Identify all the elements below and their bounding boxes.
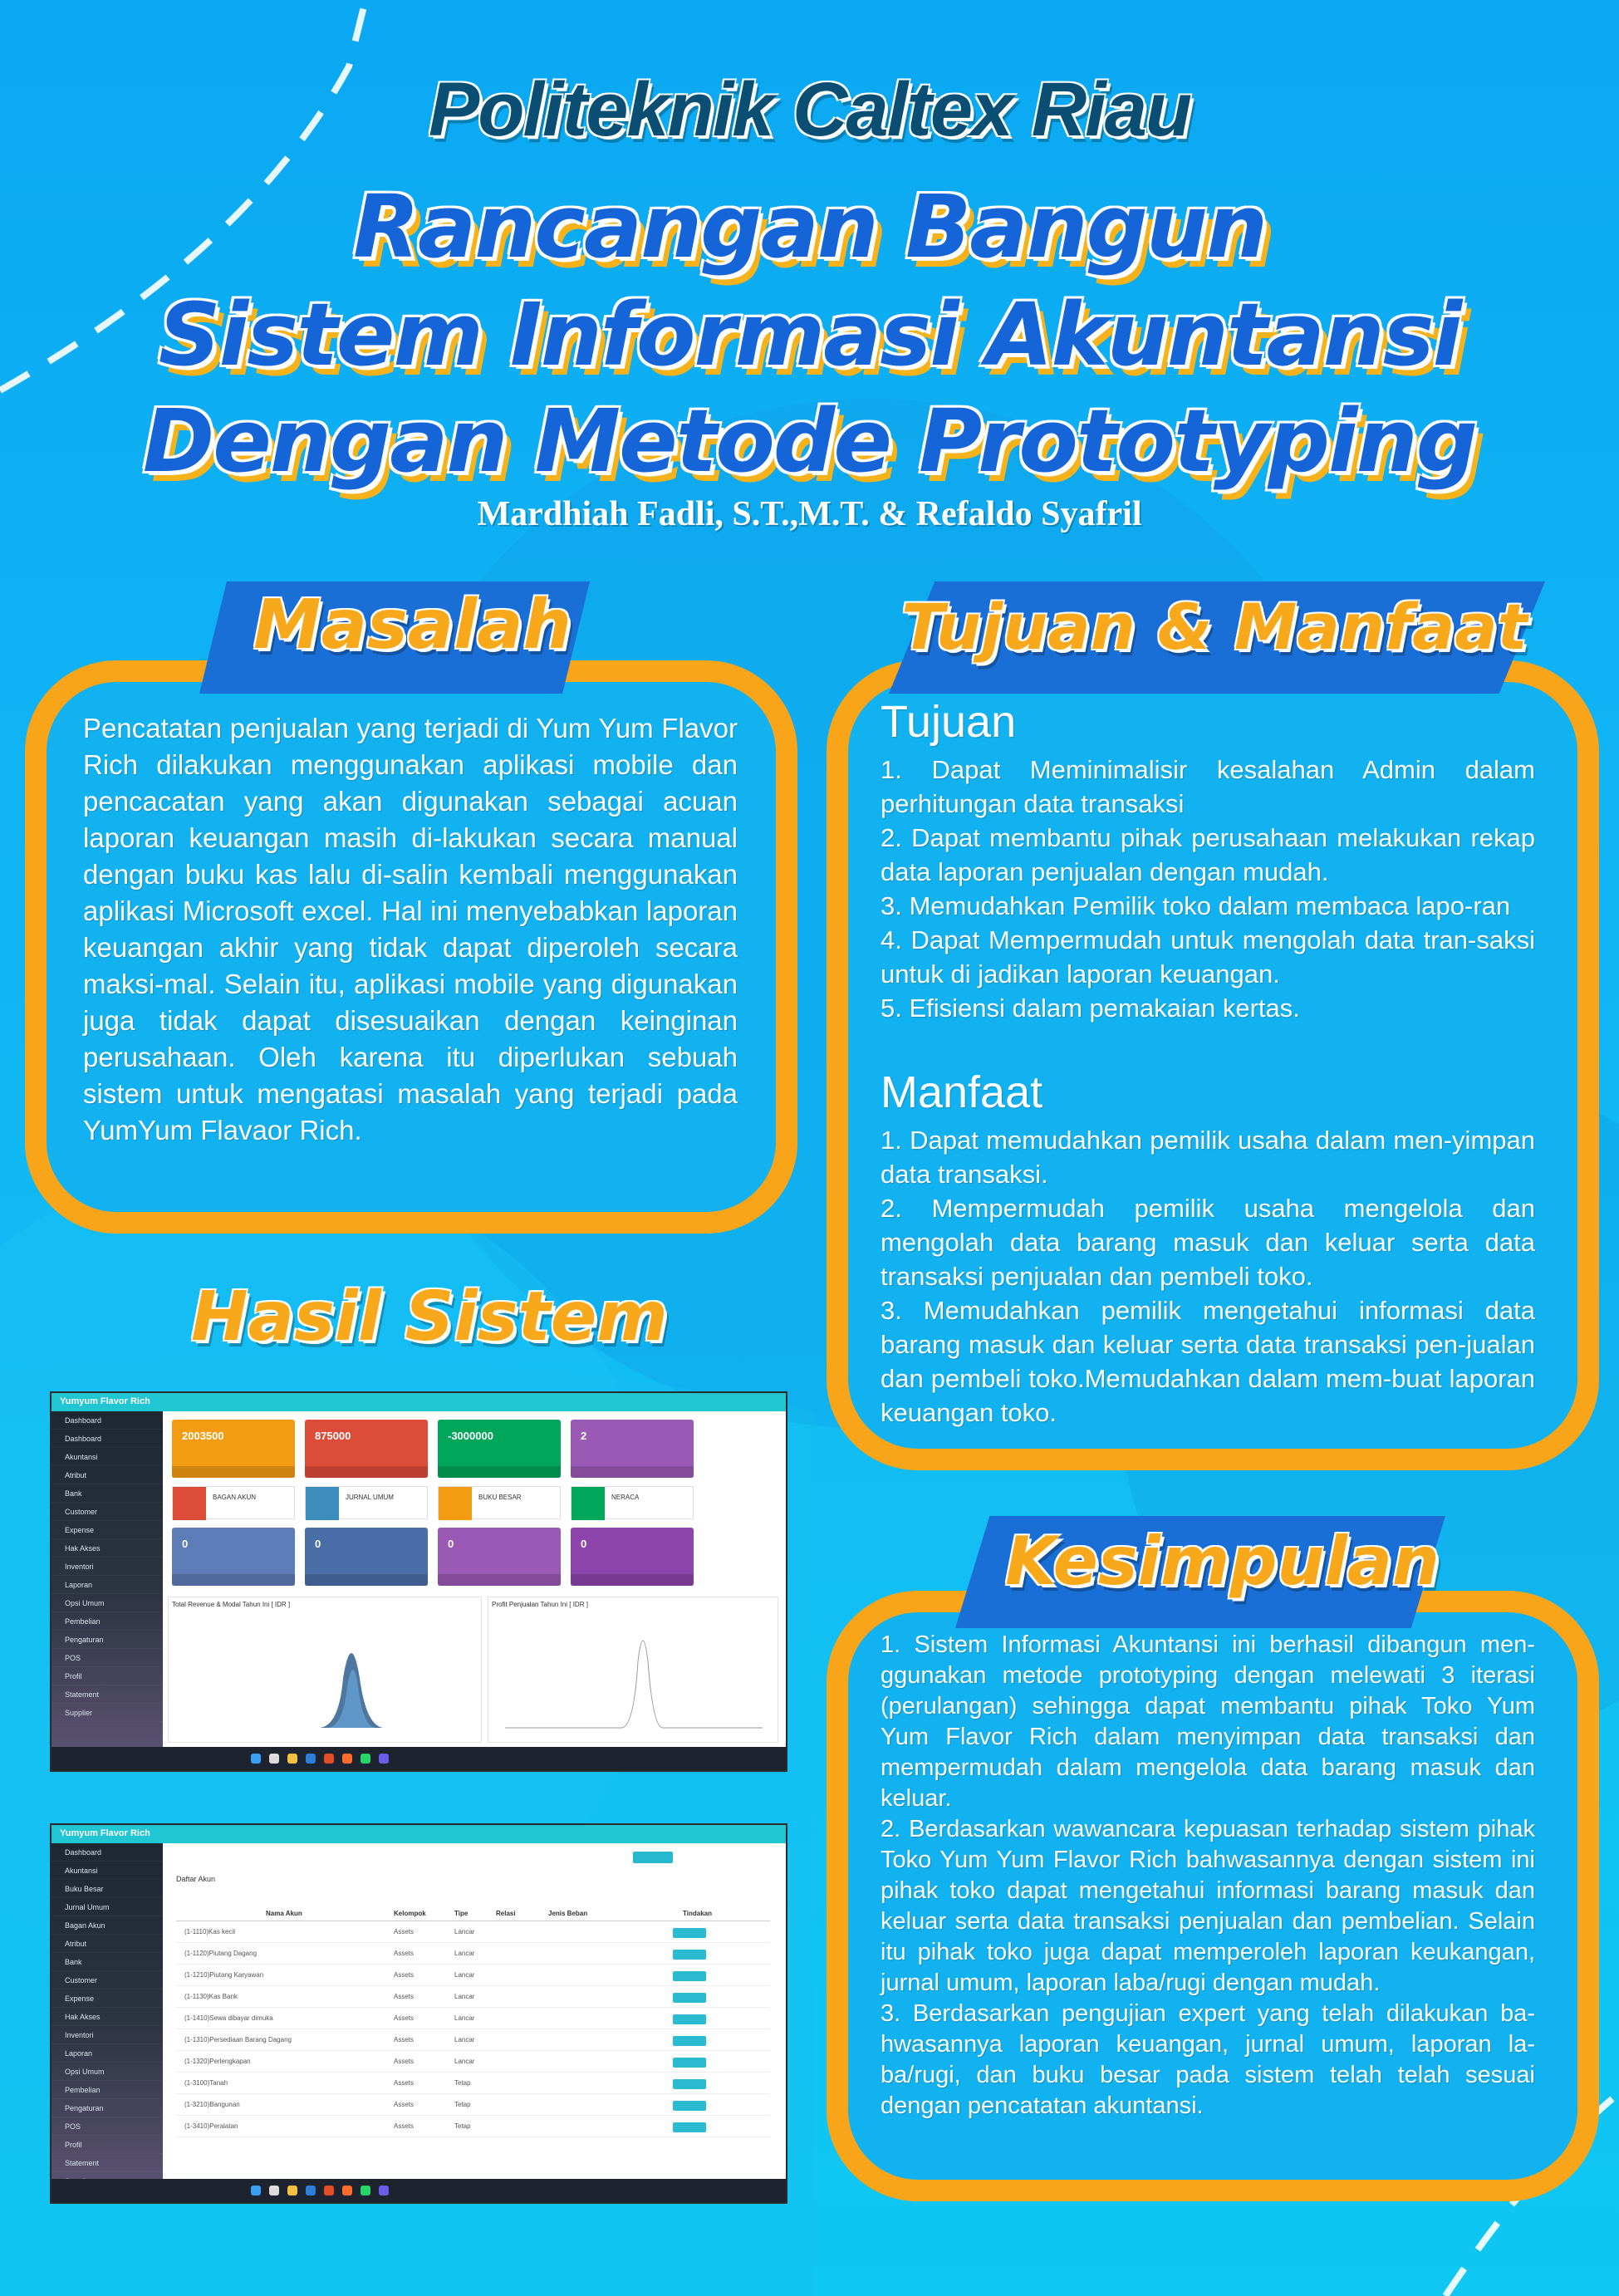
kesimpulan-item: 2. Berdasarkan wawancara kepuasan terhadap sistem pihak Toko Yum Yum Flavor Rich bahwasannya dengan sistem ini pihak toko dapat mengetahui informasi barang masuk dan keluar serta data transaksi penjualan dan pembelian. Selain itu pihak toko juga dapat memperoleh laporan keukangan, jurnal umum, laporan laba/rugi dengan mudah. (881, 1816, 1535, 1996)
sidebar-item[interactable]: Atribut (52, 1466, 163, 1484)
table-row (176, 2096, 770, 2116)
table-row (176, 2117, 770, 2137)
dashboard-sidebar (52, 1411, 163, 1747)
table-cell: Lancar (454, 2014, 475, 2022)
mini-card[interactable]: BAGAN AKUN (172, 1486, 295, 1519)
row-action-button[interactable] (673, 2014, 706, 2024)
table-cell: Assets (394, 2122, 415, 2130)
table-cell: Assets (394, 2101, 415, 2108)
sidebar-item[interactable]: Akuntansi (52, 1448, 163, 1466)
sidebar-item[interactable]: Profil (52, 1667, 163, 1685)
add-account-button[interactable] (633, 1852, 673, 1863)
table-cell: Assets (394, 2036, 415, 2043)
row-action-button[interactable] (673, 1950, 706, 1960)
lower-card: 0 (438, 1528, 561, 1586)
mini-card[interactable]: NERACA (571, 1486, 694, 1519)
table-cell: Tetap (454, 2122, 471, 2130)
table-cell: (1-1130)Kas Bank (184, 1993, 238, 2000)
sidebar-item[interactable]: POS (52, 2117, 163, 2136)
tujuan-item: 5. Efisiensi dalam pemakaian kertas. (881, 993, 1300, 1023)
table-cell: (1-1110)Kas kecil (184, 1928, 236, 1935)
lower-card: 0 (172, 1528, 295, 1586)
table-cell: (1-1320)Perlengkapan (184, 2058, 251, 2065)
table-cell: Lancar (454, 1928, 475, 1935)
sidebar-item[interactable]: Opsi Umum (52, 2063, 163, 2081)
lower-card: 0 (571, 1528, 694, 1586)
tujuan-title: Tujuan (881, 697, 1017, 747)
table-cell: (1-3100)Tanah (184, 2079, 228, 2087)
row-action-button[interactable] (673, 1928, 706, 1938)
tujuan-item: 1. Dapat Meminimalisir kesalahan Admin dalam perhitungan data transaksi (881, 755, 1535, 818)
sidebar-item[interactable]: Pengaturan (52, 2099, 163, 2117)
table-row (176, 2031, 770, 2051)
authors: Mardhiah Fadli, S.T.,M.T. & Refaldo Syafril (477, 495, 1142, 533)
sidebar-item[interactable]: Inventori (52, 1558, 163, 1576)
daftar-akun-sidebar (52, 1843, 163, 2179)
kesimpulan-item: 1. Sistem Informasi Akuntansi ini berhasil dibangun men-ggunakan metode prototyping dengan melewati 3 iterasi (perulangan) sehingga dapat membantu pihak Toko Yum Yum Flavor Rich dalam menyimpan data transaksi dan mempermudah dalam mengelola data barang masuk dan keluar. (881, 1631, 1535, 1812)
sidebar-item[interactable]: Expense (52, 1521, 163, 1539)
stat-card: 2003500 (172, 1420, 295, 1478)
sidebar-item[interactable]: Laporan (52, 2044, 163, 2063)
stat-card: 2 (571, 1420, 694, 1478)
sidebar-item[interactable]: Pembelian (52, 2081, 163, 2099)
row-action-button[interactable] (673, 2101, 706, 2111)
revenue-chart-plot (169, 1612, 481, 1736)
table-cell: (1-3410)Peralatan (184, 2122, 238, 2130)
table-row (176, 1966, 770, 1986)
poster-title-line1: Rancangan Bangun (352, 176, 1267, 277)
table-row (176, 2074, 770, 2094)
sidebar-item[interactable]: Profil (52, 2136, 163, 2154)
sidebar-item[interactable]: Customer (52, 1971, 163, 1989)
mini-card[interactable]: BUKU BESAR (438, 1486, 561, 1519)
table-cell: (1-1310)Persediaan Barang Dagang (184, 2036, 292, 2043)
table-cell: Lancar (454, 1950, 475, 1957)
profit-chart: Profit Penjualan Tahun Ini [ IDR ] (488, 1597, 778, 1743)
table-header: Nama Akun Kelompok Tipe Relasi Jenis Beban Tindakan (176, 1906, 770, 1921)
masalah-heading: Masalah (253, 586, 572, 665)
row-action-button[interactable] (673, 2058, 706, 2068)
table-cell: Lancar (454, 1993, 475, 2000)
manfaat-title: Manfaat (881, 1067, 1043, 1117)
table-row (176, 2009, 770, 2029)
sidebar-item[interactable]: Opsi Umum (52, 1594, 163, 1612)
tujuan-manfaat-heading: Tujuan & Manfaat (901, 590, 1528, 664)
sidebar-item[interactable]: Hak Akses (52, 2008, 163, 2026)
row-action-button[interactable] (673, 1971, 706, 1981)
row-action-button[interactable] (673, 2122, 706, 2132)
table-cell: Assets (394, 2014, 415, 2022)
row-action-button[interactable] (673, 2079, 706, 2089)
sidebar-item[interactable]: POS (52, 1649, 163, 1667)
mini-card[interactable]: JURNAL UMUM (305, 1486, 428, 1519)
manfaat-item: 3. Memudahkan pemilik mengetahui informasi data barang masuk dan keluar serta data transaksi pen-jualan dan pembeli toko.Memudahkan dalam mem-buat laporan keuangan toko. (881, 1296, 1535, 1427)
masalah-text: Pencatatan penjualan yang terjadi di Yum Yum Flavor Rich dilakukan menggunakan aplikasi mobile dan pencacatan yang akan digunakan sebagai acuan laporan keuangan masih di-lakukan secara manual dengan buku kas lalu di-salin kembali menggunakan aplikasi Microsoft excel. Hal ini menyebabkan laporan keuangan akhir yang tidak dapat diperoleh secara maksi-mal. Selain itu, aplikasi mobile yang digunakan juga tidak dapat disesuaikan dengan keinginan perusahaan. Oleh karena itu diperlukan sebuah sistem untuk mengatasi masalah yang terjadi pada YumYum Flavaor Rich. (83, 713, 738, 1146)
sidebar-item[interactable]: Bank (52, 1484, 163, 1503)
sidebar-item[interactable]: Customer (52, 1503, 163, 1521)
table-cell: (1-3210)Bangunan (184, 2101, 240, 2108)
sidebar-item[interactable]: Supplier (52, 1704, 163, 1722)
table-row (176, 2053, 770, 2073)
manfaat-item: 1. Dapat memudahkan pemilik usaha dalam men-yimpan data transaksi. (881, 1126, 1535, 1189)
table-cell: Assets (394, 1950, 415, 1957)
daftar-akun-topbar (52, 1825, 786, 1843)
manfaat-item: 2. Mempermudah pemilik usaha mengelola dan mengolah data barang masuk dan keluar serta data transaksi penjualan dan pembeli toko. (881, 1194, 1535, 1291)
stat-card: 875000 (305, 1420, 428, 1478)
dashboard-topbar (52, 1393, 786, 1411)
table-row (176, 1988, 770, 2008)
hasil-heading: Hasil Sistem (191, 1278, 668, 1357)
sidebar-item[interactable]: Akuntansi (52, 1862, 163, 1880)
sidebar-item[interactable]: Pembelian (52, 1612, 163, 1631)
daftar-akun-brand: Yumyum Flavor Rich (60, 1828, 150, 1838)
sidebar-item[interactable]: Bank (52, 1953, 163, 1971)
sidebar-item[interactable]: Dashboard (52, 1411, 163, 1430)
sidebar-item[interactable]: Laporan (52, 1576, 163, 1594)
dashboard-brand: Yumyum Flavor Rich (60, 1396, 150, 1406)
sidebar-item[interactable]: Dashboard (52, 1430, 163, 1448)
kesimpulan-item: 3. Berdasarkan pengujian expert yang telah dilakukan ba-hwasannya laporan keuangan, jurnal umum, laporan la-ba/rugi, dan buku besar pada sistem telah telah sesuai dengan pencatatan akuntansi. (881, 2000, 1535, 2119)
table-cell: (1-1210)Piutang Karyawan (184, 1971, 264, 1979)
institution-logo: Politeknik Caltex Riau (428, 67, 1191, 152)
lower-card: 0 (305, 1528, 428, 1586)
profit-chart-plot (488, 1612, 778, 1736)
poster-title-line2: Sistem Informasi Akuntansi (158, 284, 1461, 385)
table-cell: Assets (394, 1993, 415, 2000)
daftar-akun-title: Daftar Akun (176, 1875, 216, 1883)
tujuan-item: 4. Dapat Mempermudah untuk mengolah data tran-saksi untuk di jadikan laporan keuangan. (881, 925, 1535, 989)
tujuan-manfaat-text (881, 696, 1535, 1430)
sidebar-item[interactable]: Buku Besar (52, 1880, 163, 1898)
daftar-akun-screenshot (50, 1823, 787, 2204)
stat-card: -3000000 (438, 1420, 561, 1478)
kesimpulan-heading: Kesimpulan (1005, 1523, 1440, 1600)
table-row (176, 1923, 770, 1943)
poster-title-line3: Dengan Metode Prototyping (142, 390, 1477, 492)
table-cell: Assets (394, 1971, 415, 1979)
sidebar-item[interactable]: Statement (52, 2154, 163, 2172)
tujuan-item: 2. Dapat membantu pihak perusahaan melakukan rekap data laporan penjualan dengan mudah. (881, 823, 1535, 886)
table-row (176, 1945, 770, 1965)
sidebar-item[interactable]: Inventori (52, 2026, 163, 2044)
table-cell: Lancar (454, 2036, 475, 2043)
table-cell: (1-1410)Sewa dibayar dimuka (184, 2014, 273, 2022)
row-action-button[interactable] (673, 2036, 706, 2046)
table-cell: (1-1120)Piutang Dagang (184, 1950, 258, 1957)
table-cell: Lancar (454, 2058, 475, 2065)
table-cell: Assets (394, 2058, 415, 2065)
tujuan-item: 3. Memudahkan Pemilik toko dalam membaca lapo-ran (881, 891, 1511, 920)
sidebar-item[interactable]: Expense (52, 1989, 163, 2008)
sidebar-item[interactable]: Statement (52, 1685, 163, 1704)
table-cell: Assets (394, 1928, 415, 1935)
sidebar-item[interactable]: Pengaturan (52, 1631, 163, 1649)
windows-taskbar (52, 1747, 786, 1770)
table-cell: Tetap (454, 2101, 471, 2108)
account-table (176, 1906, 770, 2181)
sidebar-item[interactable]: Hak Akses (52, 1539, 163, 1558)
row-action-button[interactable] (673, 1993, 706, 2003)
table-cell: Assets (394, 2079, 415, 2087)
sidebar-item[interactable]: Jurnal Umum (52, 1898, 163, 1916)
revenue-chart: Total Revenue & Modal Tahun Ini [ IDR ] (168, 1597, 482, 1743)
windows-taskbar (52, 2179, 786, 2202)
sidebar-item[interactable]: Bagan Akun (52, 1916, 163, 1935)
kesimpulan-text (881, 1630, 1535, 2122)
dashboard-screenshot (50, 1391, 787, 1772)
sidebar-item[interactable]: Atribut (52, 1935, 163, 1953)
table-cell: Tetap (454, 2079, 471, 2087)
table-cell: Lancar (454, 1971, 475, 1979)
sidebar-item[interactable]: Dashboard (52, 1843, 163, 1862)
